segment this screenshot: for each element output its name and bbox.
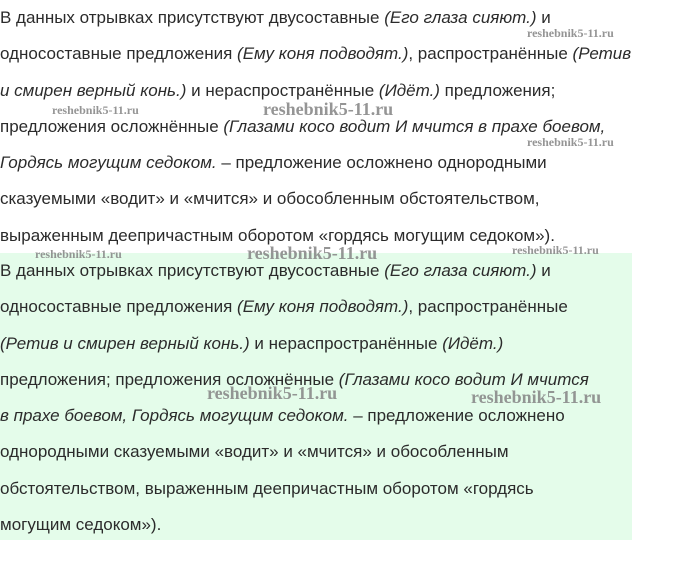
text-span: обстоятельством, выраженным деепричастным оборотом «гордясь bbox=[0, 478, 534, 498]
text-span: однородными сказуемыми «водит» и «мчится» и обособленным bbox=[0, 442, 509, 462]
text-line bbox=[0, 434, 632, 470]
italic-example: (Глазами косо водит И мчится в прахе боевом, bbox=[223, 116, 606, 136]
text-line bbox=[0, 36, 680, 72]
watermark: reshebnik5-11.ru bbox=[247, 243, 378, 263]
text-line bbox=[0, 471, 632, 507]
watermark: reshebnik5-11.ru bbox=[471, 387, 602, 407]
text-span: сказуемыми «водит» и «мчится» и обособленным обстоятельством, bbox=[0, 189, 540, 209]
text-span: , распространённые bbox=[408, 297, 568, 317]
text-line bbox=[0, 73, 680, 109]
text-span: – предложение осложнено однородными bbox=[216, 153, 547, 173]
text-line bbox=[0, 145, 680, 181]
italic-example: и смирен верный конь.) bbox=[0, 80, 187, 100]
answer-paragraph-highlighted bbox=[0, 253, 632, 540]
text-line bbox=[0, 362, 632, 398]
italic-example: (Его глаза сияют.) bbox=[384, 261, 537, 280]
text-span: предложения; bbox=[439, 80, 556, 100]
text-span: и bbox=[536, 261, 551, 280]
answer-paragraph-original bbox=[0, 0, 680, 254]
text-span: и нераспространённые bbox=[249, 333, 443, 353]
italic-example: (Его глаза сияют.) bbox=[384, 8, 537, 27]
text-line bbox=[0, 181, 680, 217]
text-span: В данных отрывках присутствуют двусоставные bbox=[0, 261, 385, 280]
text-span: и bbox=[536, 8, 551, 27]
text-line bbox=[0, 253, 632, 289]
italic-example: (Ретив bbox=[572, 44, 632, 64]
italic-example: (Идёт.) bbox=[442, 333, 504, 353]
text-span: выраженным деепричастным оборотом «гордясь могущим седоком»). bbox=[0, 225, 555, 245]
text-line bbox=[0, 326, 632, 362]
italic-example: (Глазами косо водит И мчится bbox=[338, 369, 589, 389]
watermark: reshebnik5-11.ru bbox=[35, 247, 122, 261]
italic-example: в прахе боевом, Гордясь могущим седоком. bbox=[0, 406, 349, 426]
watermark: reshebnik5-11.ru bbox=[52, 103, 139, 117]
text-span: , распространённые bbox=[408, 44, 573, 64]
text-span: предложения; предложения осложнённые bbox=[0, 369, 339, 389]
text-span: могущим седоком»). bbox=[0, 515, 162, 535]
text-span: и нераспространённые bbox=[186, 80, 379, 100]
text-span: В данных отрывках присутствуют двусоставные bbox=[0, 8, 385, 27]
text-line bbox=[0, 109, 680, 145]
watermark: reshebnik5-11.ru bbox=[263, 99, 394, 119]
text-span: односоставные предложения bbox=[0, 44, 238, 64]
text-line bbox=[0, 507, 632, 543]
text-span: – предложение осложнено bbox=[348, 406, 565, 426]
text-line bbox=[0, 218, 680, 254]
text-span: предложения осложнённые bbox=[0, 116, 224, 136]
watermark: reshebnik5-11.ru bbox=[527, 26, 614, 40]
text-span: односоставные предложения bbox=[0, 297, 238, 317]
watermark: reshebnik5-11.ru bbox=[512, 243, 599, 257]
italic-example: (Ретив и смирен верный конь.) bbox=[0, 333, 250, 353]
text-line bbox=[0, 0, 680, 36]
watermark: reshebnik5-11.ru bbox=[207, 383, 338, 403]
italic-example: (Идёт.) bbox=[378, 80, 440, 100]
text-line bbox=[0, 289, 632, 325]
italic-example: (Ему коня подводят.) bbox=[237, 297, 409, 317]
italic-example: Гордясь могущим седоком. bbox=[0, 153, 217, 173]
watermark: reshebnik5-11.ru bbox=[527, 135, 614, 149]
italic-example: (Ему коня подводят.) bbox=[237, 44, 409, 64]
text-line bbox=[0, 398, 632, 434]
